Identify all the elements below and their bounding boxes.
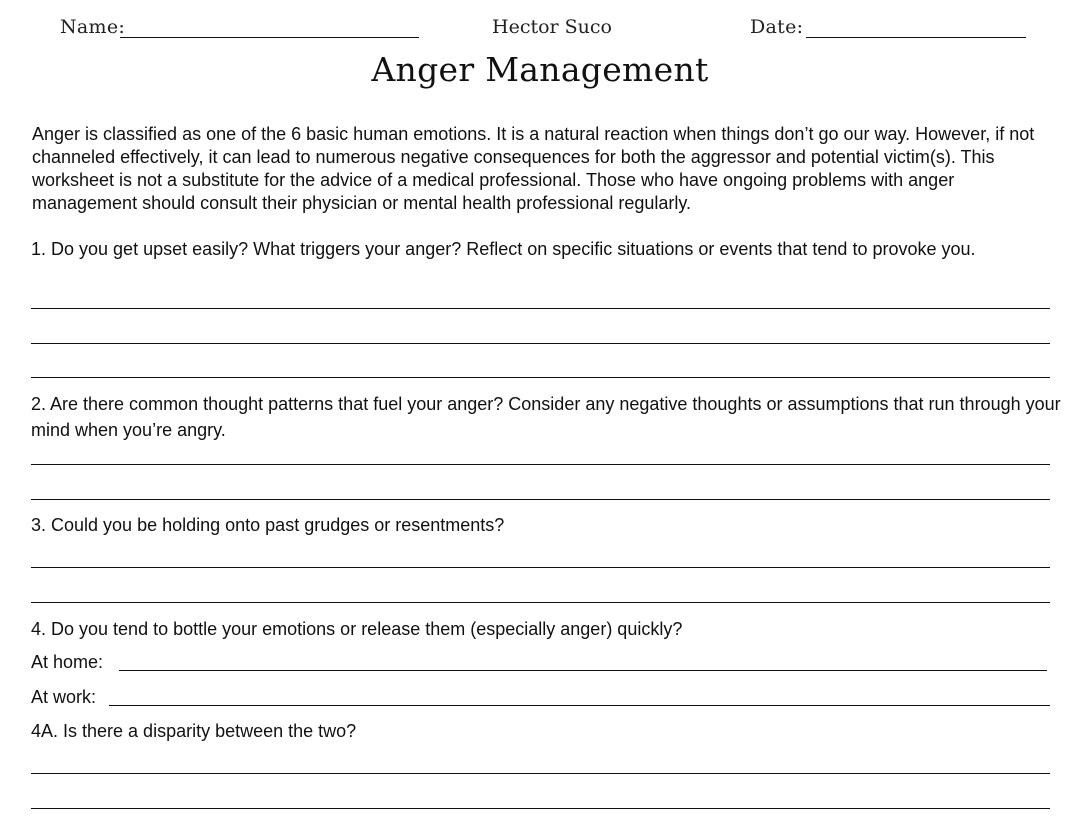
- answer-line-q2-1[interactable]: [31, 464, 1050, 465]
- at-work-answer-line[interactable]: [109, 705, 1050, 706]
- page-title: Anger Management: [371, 50, 709, 89]
- question-3: 3. Could you be holding onto past grudges or resentments?: [31, 515, 505, 535]
- student-name: Hector Suco: [492, 16, 612, 38]
- answer-line-q3-1[interactable]: [31, 567, 1050, 568]
- answer-line-q4a-1[interactable]: [31, 773, 1050, 774]
- answer-line-q1-1[interactable]: [31, 308, 1050, 309]
- answer-line-q4a-2[interactable]: [31, 808, 1050, 809]
- answer-line-q1-3[interactable]: [31, 377, 1050, 378]
- answer-line-q3-2[interactable]: [31, 602, 1050, 603]
- date-field-line[interactable]: [806, 37, 1026, 38]
- date-label: Date:: [750, 16, 804, 38]
- name-label: Name:: [60, 16, 126, 38]
- question-4a: 4A. Is there a disparity between the two?: [31, 721, 357, 741]
- question-4: 4. Do you tend to bottle your emotions or release them (especially anger) quickly?: [31, 619, 683, 639]
- intro-paragraph: Anger is classified as one of the 6 basic human emotions. It is a natural reaction when things don’t go our way. However, if not channeled effectively, it can lead to numerous negative consequences for both the aggressor and potential victim(s). This worksheet is not a substitute for the advice of a medical professional. Those who have ongoing problems with anger management should consult their physician or mental health professional regularly.: [32, 124, 1035, 213]
- at-home-answer-line[interactable]: [119, 670, 1047, 671]
- name-field-line[interactable]: [120, 37, 419, 38]
- answer-line-q1-2[interactable]: [31, 343, 1050, 344]
- at-work-label: At work:: [31, 687, 97, 707]
- question-2: 2. Are there common thought patterns that fuel your anger? Consider any negative thoughts or assumptions that run through your mind when you’re angry.: [31, 394, 1061, 440]
- question-1: 1. Do you get upset easily? What triggers your anger? Reflect on specific situations or events that tend to provoke you.: [31, 239, 976, 259]
- at-home-label: At home:: [31, 652, 104, 672]
- answer-line-q2-2[interactable]: [31, 499, 1050, 500]
